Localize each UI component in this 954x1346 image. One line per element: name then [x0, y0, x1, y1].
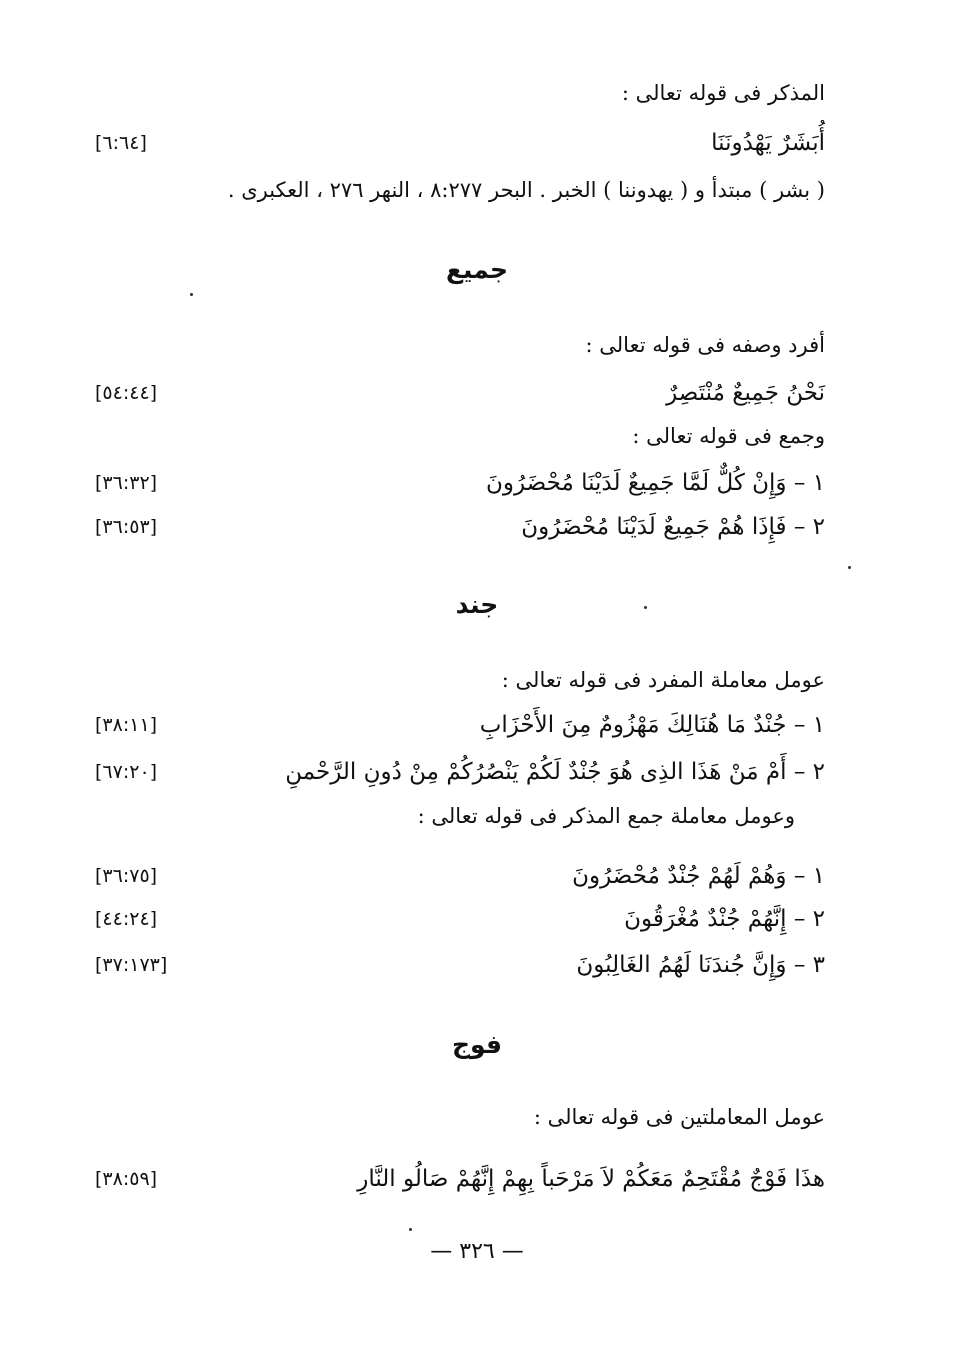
verse-line: [95, 373, 825, 413]
verse-reference: [٣٧:١٧٣]: [95, 954, 168, 976]
verse-reference: [٣٨:١١]: [95, 714, 158, 736]
verse-line: [95, 945, 825, 985]
verse-line: [95, 899, 825, 939]
verse-reference: [٣٦:٧٥]: [95, 865, 158, 887]
verse-text: هذَا فَوْجٌ مُقْتَحِمٌ مَعَكُمْ لاَ مَرْحَباً بِهِمْ إِنَّهُمْ صَالُو النَّارِ: [357, 1166, 825, 1192]
text: عومل معاملة المفرد فى قوله تعالى :: [501, 668, 825, 692]
verse-line: [95, 1159, 825, 1199]
verse-reference: [٦٧:٢٠]: [95, 761, 158, 783]
intro-line: [95, 1097, 825, 1137]
text: عومل المعاملتين فى قوله تعالى :: [533, 1105, 825, 1129]
intro-line: [95, 325, 825, 365]
section-heading-jamee: جميع: [445, 255, 509, 284]
verse-text: ١ – وَهُمْ لَهُمْ جُنْدٌ مُحْضَرُونَ: [572, 863, 825, 889]
verse-reference: [٣٦:٣٢]: [95, 472, 158, 494]
verse-reference: [٣٨:٥٩]: [95, 1168, 158, 1190]
text: وجمع فى قوله تعالى :: [632, 424, 825, 448]
speck: [190, 293, 193, 296]
text: المذكر فى قوله تعالى :: [621, 81, 825, 105]
verse-text: ٢ – أَمْ مَنْ هَذَا الذِى هُوَ جُنْدٌ لَكُمْ يَنْصُرُكُمْ مِنْ دُونِ الرَّحْمنِ: [285, 759, 825, 785]
verse-line: [95, 123, 825, 163]
intro-line: [95, 796, 795, 836]
verse-text: أُبَشَرٌ يَهْدُونَنَا: [711, 130, 825, 156]
speck: [409, 1228, 412, 1231]
section-heading-fawj: فوج: [451, 1030, 503, 1059]
verse-reference: [٦:٦٤]: [95, 132, 147, 154]
verse-text: ١ – جُنْدٌ مَا هُنَالِكَ مَهْزُومٌ مِنَ الأَحْزَابِ: [479, 712, 825, 738]
section-heading-jund: جند: [455, 590, 499, 619]
page-number: — ٣٢٦ —: [430, 1239, 524, 1264]
verse-text: ٢ – إِنَّهُمْ جُنْدٌ مُغْرَقُونَ: [624, 906, 825, 932]
verse-line: [95, 752, 825, 792]
text: وعومل معاملة جمع المذكر فى قوله تعالى :: [417, 804, 795, 828]
text: أفرد وصفه فى قوله تعالى :: [585, 333, 825, 357]
verse-text: ٣ – وَإِنَّ جُندَنَا لَهُمُ الغَالِبُونَ: [576, 952, 825, 978]
intro-line: [95, 416, 825, 456]
verse-reference: [٣٦:٥٣]: [95, 516, 158, 538]
speck: [644, 606, 647, 609]
note-text: ( بشر ) مبتدأ و ( يهدوننا ) الخبر . البحر ٨:٢٧٧ ، النهر ٢٧٦ ، العكبرى .: [227, 178, 825, 202]
verse-text: نَحْنُ جَمِيعٌ مُنْتَصِرٌ: [666, 380, 825, 406]
verse-line: [95, 507, 825, 547]
speck: [848, 566, 851, 569]
verse-line: [95, 856, 825, 896]
verse-line: [95, 463, 825, 503]
verse-text: ١ – وَإِنْ كُلٌّ لَمَّا جَمِيعٌ لَدَيْنَا مُحْضَرُونَ: [485, 470, 825, 496]
intro-line: [95, 660, 825, 700]
intro-line: [95, 73, 825, 113]
verse-line: [95, 705, 825, 745]
verse-reference: [٤٤:٢٤]: [95, 908, 158, 930]
verse-reference: [٥٤:٤٤]: [95, 382, 158, 404]
verse-text: ٢ – فَإِذَا هُمْ جَمِيعٌ لَدَيْنَا مُحْضَرُونَ: [521, 514, 825, 540]
note-line: [95, 170, 825, 210]
